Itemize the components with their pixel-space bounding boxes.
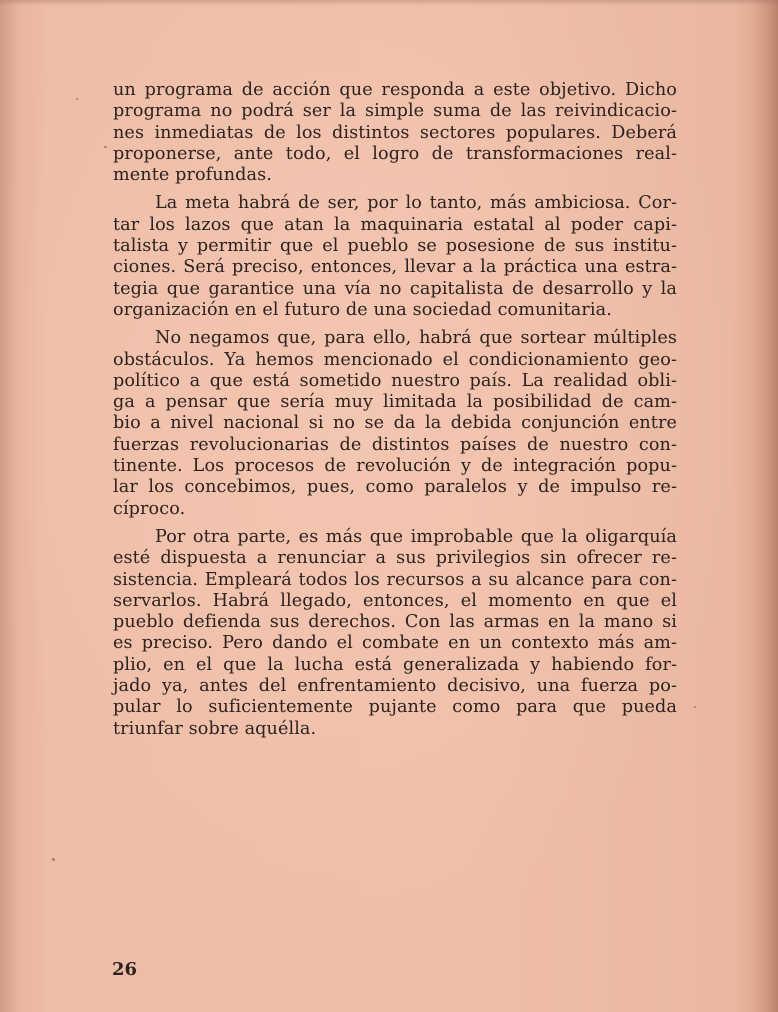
- text-line: obstáculos. Ya hemos mencionado el condicionamiento geo-: [113, 349, 677, 370]
- text-line: proponerse, ante todo, el logro de transformaciones real-: [113, 143, 677, 164]
- text-line: sistencia. Empleará todos los recursos a su alcance para con-: [113, 569, 677, 590]
- paragraph-4: [113, 527, 677, 740]
- text-line: servarlos. Habrá llegado, entonces, el momento en que el: [113, 590, 677, 611]
- text-line: programa no podrá ser la simple suma de las reivindicacio-: [113, 101, 677, 122]
- text-line: bio a nivel nacional si no se da la debida conjunción entre: [113, 413, 677, 434]
- text-line: nes inmediatas de los distintos sectores populares. Deberá: [113, 122, 677, 143]
- paper-speck: [76, 98, 78, 100]
- page-left-edge-shadow: [0, 0, 18, 1012]
- text-line: tegia que garantice una vía no capitalista de desarrollo y la: [113, 278, 677, 299]
- paragraph-3: [113, 328, 677, 520]
- paper-speck: [104, 146, 107, 148]
- page-number: 26: [112, 959, 138, 980]
- body-text: [113, 80, 677, 747]
- paragraph-2: [113, 193, 677, 321]
- paragraph-1: [113, 80, 677, 186]
- text-line: pular lo suficientemente pujante como para que pueda: [113, 697, 677, 718]
- text-line: esté dispuesta a renunciar a sus privilegios sin ofrecer re-: [113, 548, 677, 569]
- text-line: tinente. Los procesos de revolución y de integración popu-: [113, 456, 677, 477]
- paper-speck: [52, 858, 55, 861]
- text-line: tar los lazos que atan la maquinaria estatal al poder capi-: [113, 214, 677, 235]
- text-line: triunfar sobre aquélla.: [113, 718, 317, 739]
- text-line: No negamos que, para ello, habrá que sortear múltiples: [155, 328, 677, 349]
- text-line: mente profundas.: [113, 165, 272, 186]
- text-line: es preciso. Pero dando el combate en un contexto más am-: [113, 633, 677, 654]
- text-line: fuerzas revolucionarias de distintos países de nuestro con-: [113, 434, 677, 455]
- text-line: político a que está sometido nuestro país. La realidad obli-: [113, 370, 677, 391]
- text-line: pueblo defienda sus derechos. Con las armas en la mano si: [113, 612, 677, 633]
- text-line: plio, en el que la lucha está generalizada y habiendo for-: [113, 654, 677, 675]
- paper-speck: [694, 706, 696, 708]
- text-line: cíproco.: [113, 498, 186, 519]
- text-line: un programa de acción que responda a este objetivo. Dicho: [113, 80, 677, 100]
- text-line: organización en el futuro de una sociedad comunitaria.: [113, 299, 612, 320]
- text-line: Por otra parte, es más que improbable que la oligarquía: [155, 526, 677, 547]
- text-line: ga a pensar que sería muy limitada la posibilidad de cam-: [113, 392, 677, 413]
- text-line: talista y permitir que el pueblo se posesione de sus institu-: [113, 236, 677, 257]
- text-line: jado ya, antes del enfrentamiento decisivo, una fuerza po-: [113, 676, 677, 697]
- text-line: ciones. Será preciso, entonces, llevar a la práctica una estra-: [113, 257, 677, 278]
- text-line: lar los concebimos, pues, como paralelos y de impulso re-: [113, 477, 677, 498]
- text-line: La meta habrá de ser, por lo tanto, más ambiciosa. Cor-: [155, 193, 677, 214]
